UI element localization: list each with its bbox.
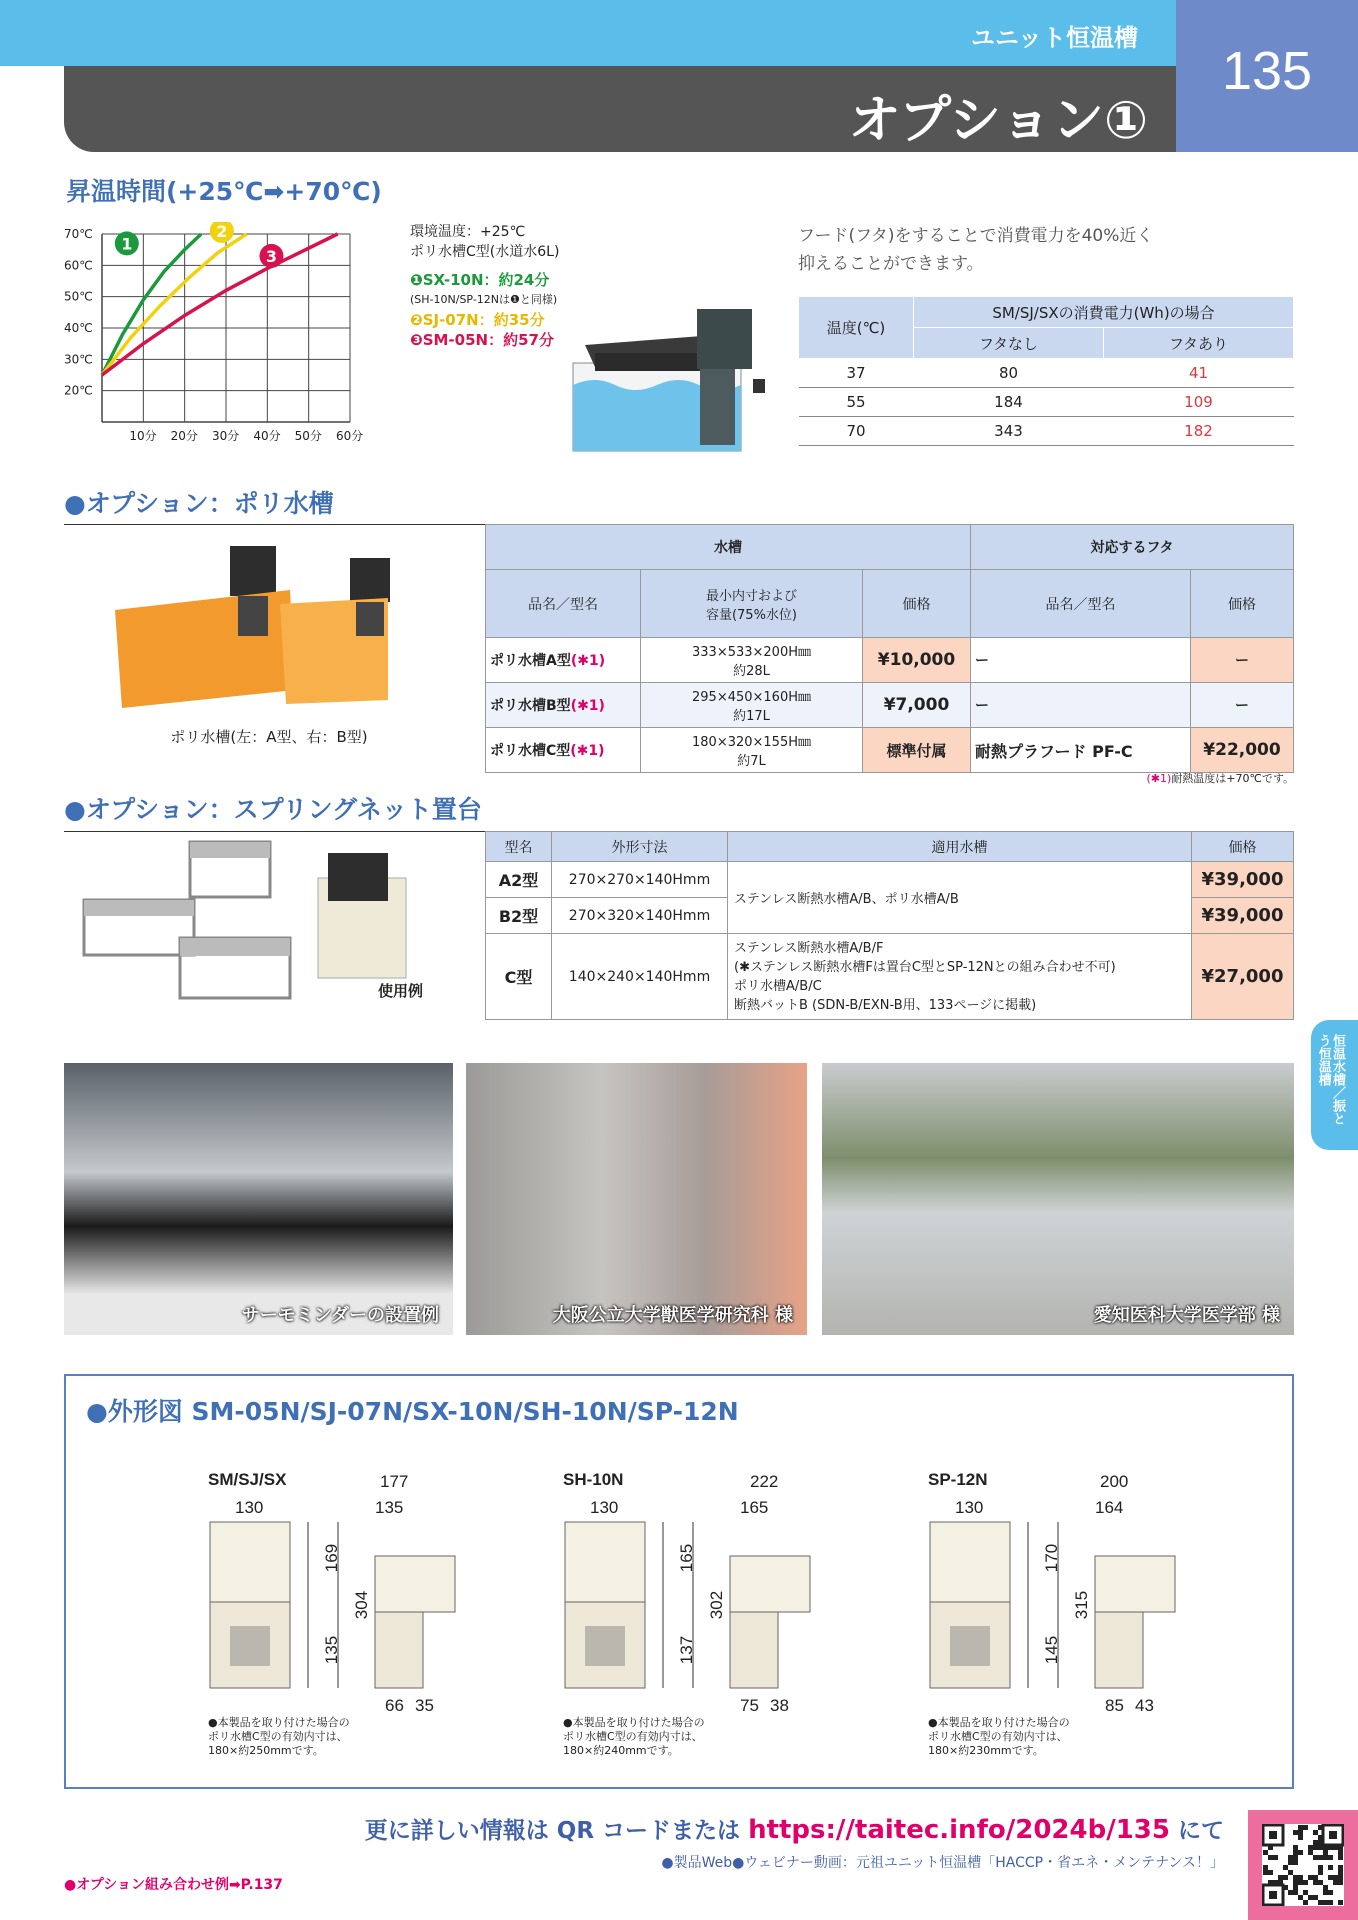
power-table xyxy=(798,296,1294,446)
x-tick: 50分 xyxy=(294,429,322,443)
dim-d2: 135 xyxy=(375,1498,404,1517)
x-tick: 20分 xyxy=(170,429,198,443)
dim-h: 302 xyxy=(707,1590,727,1620)
table-row: ポリ水槽A型(✱1) 333×533×200H㎜ 約28L ¥10,000 ー ー xyxy=(486,638,1294,683)
footer-combo[interactable]: ●オプション組み合わせ例➡P.137 xyxy=(64,1877,283,1893)
x-tick: 40分 xyxy=(253,429,281,443)
th-name: 品名／型名 xyxy=(486,570,641,638)
photo-osaka: 大阪公立大学獣医学研究科 様 xyxy=(466,1063,807,1335)
dim-w: 130 xyxy=(590,1498,619,1517)
dim-h: 304 xyxy=(352,1590,372,1620)
y-tick: 30℃ xyxy=(64,352,93,367)
dim-h2: 135 xyxy=(322,1635,342,1665)
dim-h1: 169 xyxy=(322,1543,342,1573)
qr-code-icon[interactable] xyxy=(1262,1824,1344,1906)
legend-sm05n: ❸SM-05N：約57分 xyxy=(410,331,554,349)
th-power: SM/SJ/SXの消費電力(Wh)の場合 xyxy=(914,297,1294,328)
series-marker-label: 2 xyxy=(216,222,228,241)
spring-title: ●オプション：スプリングネット置台 xyxy=(64,795,482,824)
y-tick: 70℃ xyxy=(64,227,93,241)
legend-sj07n: ❷SJ-07N：約35分 xyxy=(410,311,545,329)
outline-unit xyxy=(920,1470,1260,1770)
series-line xyxy=(102,234,247,375)
x-tick: 60分 xyxy=(336,429,364,443)
th-with-lid: フタあり xyxy=(1103,328,1293,359)
th-lid: 対応するフタ xyxy=(971,525,1294,570)
dim-w: 130 xyxy=(235,1498,264,1517)
x-tick: 30分 xyxy=(212,429,240,443)
dim-d: 177 xyxy=(380,1472,409,1491)
dim-b1: 75 xyxy=(740,1696,759,1715)
usage-example: 使用例 xyxy=(378,982,424,1000)
poly-table: 水槽 対応するフタ 品名／型名 最小内寸および 容量(75%水位) 価格 品名／型名 価格 ポリ水槽A型(✱1) 333×533×200H㎜ 約28L ¥10,000 ー ー ポリ水槽B型(✱1) 295×450×160H㎜ 約17L ¥7,000 ー ー ポリ水槽C型(✱1) 180×320×155H㎜ 約7L 標準付属 耐熱プラフード PF-C ¥22,000 xyxy=(485,524,1294,773)
x-tick: 10分 xyxy=(129,429,157,443)
th-lid-price: 価格 xyxy=(1191,570,1294,638)
th-temp: 温度(℃) xyxy=(799,297,914,359)
side-tab[interactable]: 恒温水槽／振とう恒温槽 xyxy=(1311,1020,1358,1150)
heat-chart xyxy=(60,222,400,458)
hood-desc-1: フード(フタ)をすることで消費電力を40%近く xyxy=(798,226,1154,246)
series-marker-label: 1 xyxy=(121,234,133,254)
dim-h1: 165 xyxy=(677,1543,697,1573)
dim-b1: 66 xyxy=(385,1696,404,1715)
legend-sx10n: ❶SX-10N：約24分 xyxy=(410,271,550,289)
th-no-lid: フタなし xyxy=(914,328,1104,359)
table-row: 37 80 41 xyxy=(799,359,1294,388)
dim-h2: 137 xyxy=(677,1635,697,1665)
th-price: 価格 xyxy=(863,570,971,638)
dim-b2: 35 xyxy=(415,1696,434,1715)
series-marker-label: 3 xyxy=(265,246,278,266)
dim-d2: 165 xyxy=(740,1498,769,1517)
spring-net-photo xyxy=(80,838,410,1006)
series-line xyxy=(102,234,338,375)
unit-name: SM/SJ/SX xyxy=(208,1470,287,1489)
dim-d: 200 xyxy=(1100,1472,1129,1491)
y-tick: 40℃ xyxy=(64,321,93,335)
unit-name: SH-10N xyxy=(563,1470,624,1489)
spring-table: 型名 外形寸法 適用水槽 価格 A2型 270×270×140Hmm ステンレス断熱水槽A/B、ポリ水槽A/B ¥39,000 B2型 270×320×140Hmm ¥39,000 C型 140×240×140Hmm ステンレス断熱水槽A/B/F (✱ステンレス断熱水槽Fは置台C型とSP-12Nとの組み合わせ不可) ポリ水槽A/B/C 断熱バットB (SDN-B/EXN-B用、133ページに掲載) ¥27,000 xyxy=(485,831,1294,1020)
y-tick: 50℃ xyxy=(64,289,93,304)
dim-b1: 85 xyxy=(1105,1696,1124,1715)
unit-note: ●本製品を取り付けた場合の ポリ水槽C型の有効内寸は、 180×約230mmです。 xyxy=(928,1716,1070,1757)
bath-illustration xyxy=(565,295,775,460)
page-number: 135 xyxy=(1221,41,1313,101)
note-text: 耐熱温度は+70℃です。 xyxy=(1171,772,1294,785)
table-row: 70 343 182 xyxy=(799,417,1294,446)
poly-tank-photo xyxy=(110,540,390,725)
y-tick: 20℃ xyxy=(64,383,93,398)
dim-b2: 43 xyxy=(1135,1696,1154,1715)
heat-cond-temp: 環境温度：+25℃ xyxy=(410,224,526,240)
chart-ticks xyxy=(64,227,363,443)
table-row: 55 184 109 xyxy=(799,388,1294,417)
chart-markers xyxy=(115,222,284,268)
table-row: ポリ水槽C型(✱1) 180×320×155H㎜ 約7L 標準付属 耐熱プラフード PF-C ¥22,000 xyxy=(486,728,1294,773)
dim-h1: 170 xyxy=(1042,1543,1062,1573)
photo-aichi: 愛知医科大学医学部 様 xyxy=(822,1063,1294,1335)
footer-more: 更に詳しい情報は QR コードまたは https://taitec.info/2024b/135 にて xyxy=(364,1815,1224,1845)
poly-title: ●オプション：ポリ水槽 xyxy=(64,489,334,518)
heat-title: 昇温時間(+25℃➡+70℃) xyxy=(66,177,382,206)
table-row: C型 140×240×140Hmm ステンレス断熱水槽A/B/F (✱ステンレス断熱水槽Fは置台C型とSP-12Nとの組み合わせ不可) ポリ水槽A/B/C 断熱バットB (SDN-B/EXN-B用、133ページに掲載) ¥27,000 xyxy=(486,934,1294,1020)
y-tick: 60℃ xyxy=(64,258,93,273)
dim-d2: 164 xyxy=(1095,1498,1124,1517)
footer-web[interactable]: ●製品Web●ウェビナー動画：元祖ユニット恒温槽「HACCP・省エネ・メンテナンス！」 xyxy=(661,1855,1224,1871)
dim-b2: 38 xyxy=(770,1696,789,1715)
footer-url[interactable]: https://taitec.info/2024b/135 xyxy=(748,1815,1170,1845)
page-title: オプション① xyxy=(848,91,1148,151)
header-category: ユニット恒温槽 xyxy=(970,24,1138,52)
photo-installation: サーモミンダーの設置例 xyxy=(64,1063,453,1335)
th-lid-name: 品名／型名 xyxy=(971,570,1191,638)
legend-note: (SH-10N/SP-12Nは❶と同様) xyxy=(410,293,558,306)
dim-h2: 145 xyxy=(1042,1635,1062,1665)
unit-name: SP-12N xyxy=(928,1470,988,1489)
dim-d: 222 xyxy=(750,1472,779,1491)
outline-unit xyxy=(555,1470,895,1770)
heat-cond-tank: ポリ水槽C型(水道水6L) xyxy=(410,244,560,260)
poly-caption: ポリ水槽(左：A型、右：B型) xyxy=(170,728,368,746)
table-row: B2型 270×320×140Hmm ¥39,000 xyxy=(486,898,1294,934)
unit-note: ●本製品を取り付けた場合の ポリ水槽C型の有効内寸は、 180×約240mmです。 xyxy=(563,1716,705,1757)
outline-title: ●外形図 SM-05N/SJ-07N/SX-10N/SH-10N/SP-12N xyxy=(86,1397,739,1426)
hood-desc-2: 抑えることができます。 xyxy=(798,254,984,274)
table-row: ポリ水槽B型(✱1) 295×450×160H㎜ 約17L ¥7,000 ー ー xyxy=(486,683,1294,728)
th-tank: 水槽 xyxy=(486,525,971,570)
unit-note: ●本製品を取り付けた場合の ポリ水槽C型の有効内寸は、 180×約250mmです。 xyxy=(208,1716,350,1757)
outline-unit xyxy=(200,1470,540,1770)
chart-lines xyxy=(102,234,338,375)
dim-w: 130 xyxy=(955,1498,984,1517)
dim-h: 315 xyxy=(1072,1590,1092,1620)
table-row: A2型 270×270×140Hmm ステンレス断熱水槽A/B、ポリ水槽A/B ¥39,000 xyxy=(486,862,1294,898)
note-mark: (✱1) xyxy=(1146,772,1172,785)
